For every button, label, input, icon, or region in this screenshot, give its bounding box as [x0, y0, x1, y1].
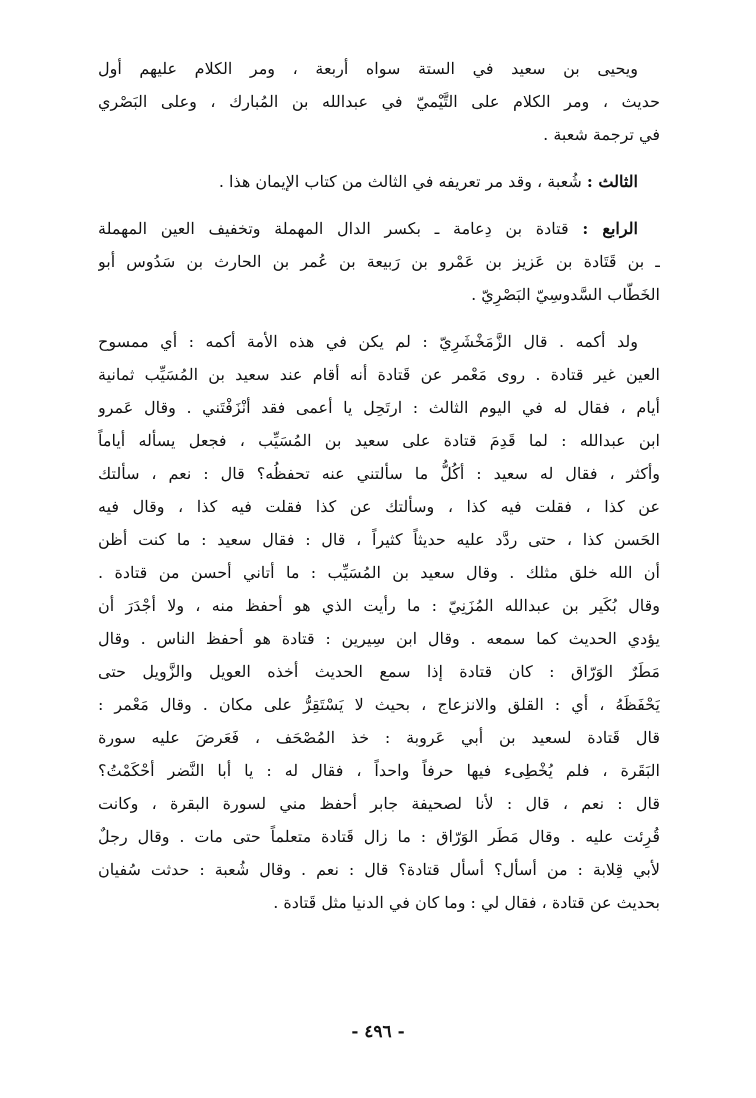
- text-line: عن كذا ، فقلت فيه كذا ، وسألتك عن كذا فقلت فيه كذا ، وقال فيه: [98, 497, 660, 516]
- text-line: قال : نعم ، قال : لأنا لصحيفة جابر أحفظ مني لسورة البقرة ، وكانت: [98, 794, 660, 813]
- text-line: قُرِئت عليه . وقال مَطَر الوَرّاق : ما زال قَتادة متعلماً حتى مات . وقال رجلٌ: [98, 827, 660, 846]
- text-line: ويحيى بن سعيد في الستة سواه أربعة ، ومر الكلام عليهم أول: [98, 59, 638, 78]
- book-page-text: [98, 52, 660, 1052]
- text-segment: قتادة بن دِعامة ـ بكسر الدال المهملة وتخفيف العين المهملة: [98, 219, 569, 238]
- paragraph-3: [98, 212, 660, 311]
- paragraph-4: [98, 325, 660, 919]
- paragraph-2: [98, 165, 660, 198]
- text-line: يَحْفَظَهُ ، أي : القلق والانزعاج ، بحيث لا يَسْتَقِرُّ على مكان . وقال مَعْمر :: [98, 695, 660, 714]
- text-line: وقال بُكَير بن عبدالله المُزَنِيّ : ما رأيت الذي هو أحفظ منه ، ولا أجْدَرَ أن: [98, 596, 660, 615]
- text-line: الحَسن كذا ، حتى ردَّد عليه حديثاً كثيراً ، قال : فقال سعيد : ما كنت أظن: [98, 530, 660, 549]
- text-line: أيام ، فقال له في اليوم الثالث : ارتَحِل يا أعمى فقد أنْزَفْتَني . وقال عَمرو: [98, 398, 660, 417]
- text-segment: شُعبة ، وقد مر تعريفه في الثالث من كتاب الإيمان هذا .: [218, 172, 582, 191]
- text-line: قال قَتادة لسعيد بن أبي عَروبة : خذ المُصْحَف ، فَعَرضَ عليه سورة: [98, 728, 660, 747]
- text-line: ابن عبدالله : لما قَدِمَ قتادة على سعيد بن المُسَيِّب ، فجعل يسأله أياماً: [98, 431, 660, 450]
- text-line: ـ بن قَتَادة بن عَزيز بن عَمْرو بن رَبيعة بن عُمر بن الحارث بن سَدُوس أبو: [98, 252, 660, 271]
- text-line: يؤدي الحديث كما سمعه . وقال ابن سِيرين : قتادة هو أحفظ الناس . وقال: [98, 629, 660, 648]
- text-line: أن الله خلق مثلك . وقال سعيد بن المُسَيِّب : ما أتاني أحسن من قتادة .: [98, 563, 660, 582]
- text-line: [98, 212, 660, 245]
- text-line: وأكثر ، فقال له سعيد : أكُلُّ ما سألتني عنه تحفظُه؟ قال : نعم ، سألتك: [98, 464, 660, 483]
- text-line: البَقَرة ، فلم يُخْطِىء فيها حرفاً واحداً ، فقال له : يا أبا النَّضر أحْكَمْتُ؟: [98, 761, 660, 780]
- text-line: العين غير قتادة . روى مَعْمر عن قَتادة أنه أقام عند سعيد بن المُسَيِّب ثمانية: [98, 365, 660, 384]
- text-line: [98, 165, 660, 198]
- text-line: مَطَرٌ الوَرّاق : كان قتادة إذا سمع الحديث أخذه العويل والزَّويل حتى: [98, 662, 660, 681]
- text-line: حديث ، ومر الكلام على التَّيْميّ في عبدالله بن المُبارك ، وعلى البَصْري: [98, 92, 660, 111]
- text-line: لأبي قِلابة : من أسأل؟ أسأل قتادة؟ قال : نعم . وقال شُعبة : حدثت سُفيان: [98, 860, 660, 879]
- paragraph-1: [98, 52, 660, 151]
- paragraph-label: الثالث :: [586, 172, 638, 191]
- text-line: الخَطّاب السَّدوسِيّ البَصْرِيّ .: [471, 285, 660, 304]
- text-line: في ترجمة شعبة .: [543, 125, 660, 144]
- text-line: ولد أكمه . قال الزَّمَخْشَرِيّ : لم يكن في هذه الأمة أكمه : أي ممسوح: [98, 332, 638, 351]
- text-line: بحديث عن قتادة ، فقال لي : وما كان في الدنيا مثل قَتادة .: [273, 893, 660, 912]
- paragraph-label: الرابع :: [582, 219, 638, 238]
- page-number: - ٤٩٦ -: [351, 1022, 405, 1042]
